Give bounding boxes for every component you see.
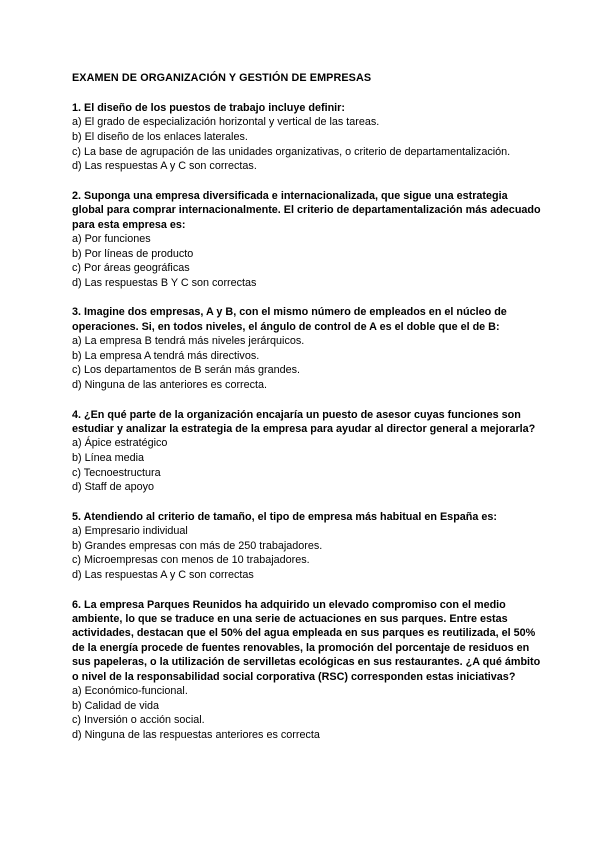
answer-option-d: d) Las respuestas A y C son correctas. bbox=[72, 160, 257, 173]
answer-option-c: c) La base de agrupación de las unidades organizativas, o criterio de departamentalización. bbox=[72, 145, 511, 158]
question-3 bbox=[72, 305, 542, 392]
answer-option-a: a) Empresario individual bbox=[72, 525, 188, 538]
question-text: 6. La empresa Parques Reunidos ha adquirido un elevado compromiso con el medio ambiente, lo que se traduce en una serie de actuaciones en sus parques. Entre estas actividades, destacan que el 50% del agua empleada en sus parques es reutilizada, el 50% de la energía procede de fuentes renovables, la promoción del porcentaje de residuos en sus papeleras, o la utilización de servilletas ecológicas en sus restaurantes. ¿A qué ámbito o nivel de la responsabilidad social corporativa (RSC) corresponden estas iniciativas? bbox=[72, 598, 541, 683]
answer-option-a: a) El grado de especialización horizontal y vertical de las tareas. bbox=[72, 116, 380, 129]
question-text: 1. El diseño de los puestos de trabajo incluye definir: bbox=[72, 102, 345, 114]
exam-title: EXAMEN DE ORGANIZACIÓN Y GESTIÓN DE EMPRESAS bbox=[72, 72, 372, 84]
answer-option-c: c) Inversión o acción social. bbox=[72, 714, 205, 727]
answer-option-b: b) Por líneas de producto bbox=[72, 247, 194, 260]
question-text: 5. Atendiendo al criterio de tamaño, el tipo de empresa más habitual en España es: bbox=[72, 510, 497, 523]
answer-option-d: d) Staff de apoyo bbox=[72, 481, 155, 494]
answer-option-c: c) Por áreas geográficas bbox=[72, 262, 190, 275]
answer-option-b: b) Grandes empresas con más de 250 trabajadores. bbox=[72, 539, 323, 552]
question-1 bbox=[72, 101, 542, 174]
answer-option-b: b) Línea media bbox=[72, 451, 145, 464]
answer-option-a: a) Ápice estratégico bbox=[72, 437, 168, 450]
answer-option-d: d) Ninguna de las anteriores es correcta. bbox=[72, 378, 268, 391]
answer-option-a: a) Por funciones bbox=[72, 233, 151, 245]
answer-option-b: b) La empresa A tendrá más directivos. bbox=[72, 349, 260, 362]
answer-option-c: c) Tecnoestructura bbox=[72, 466, 161, 479]
answer-option-c: c) Microempresas con menos de 10 trabajadores. bbox=[72, 554, 310, 567]
question-text: 3. Imagine dos empresas, A y B, con el mismo número de empleados en el núcleo de operaciones. Si, en todos niveles, el ángulo de control de A es el doble que el de B: bbox=[72, 306, 507, 333]
question-2 bbox=[72, 189, 542, 291]
question-6 bbox=[72, 598, 542, 743]
answer-option-d: d) Las respuestas B Y C son correctas bbox=[72, 276, 257, 289]
answer-option-d: d) Las respuestas A y C son correctas bbox=[72, 568, 254, 581]
question-text: 2. Suponga una empresa diversificada e internacionalizada, que sigue una estrategia global para comprar internacionalmente. El criterio de departamentalización más adecuado para esta empresa es: bbox=[72, 189, 541, 231]
answer-option-b: b) El diseño de los enlaces laterales. bbox=[72, 131, 248, 143]
exam-page bbox=[72, 60, 542, 757]
answer-option-a: a) La empresa B tendrá más niveles jerárquicos. bbox=[72, 335, 305, 348]
question-5 bbox=[72, 510, 542, 583]
answer-option-d: d) Ninguna de las respuestas anteriores es correcta bbox=[72, 728, 320, 741]
answer-option-a: a) Económico-funcional. bbox=[72, 684, 188, 697]
answer-option-b: b) Calidad de vida bbox=[72, 699, 160, 712]
question-4 bbox=[72, 408, 542, 495]
answer-option-c: c) Los departamentos de B serán más grandes. bbox=[72, 364, 301, 377]
question-text: 4. ¿En qué parte de la organización encajaría un puesto de asesor cuyas funciones son estudiar y analizar la estrategia de la empresa para ayudar al director general a mejorarla? bbox=[72, 408, 536, 435]
